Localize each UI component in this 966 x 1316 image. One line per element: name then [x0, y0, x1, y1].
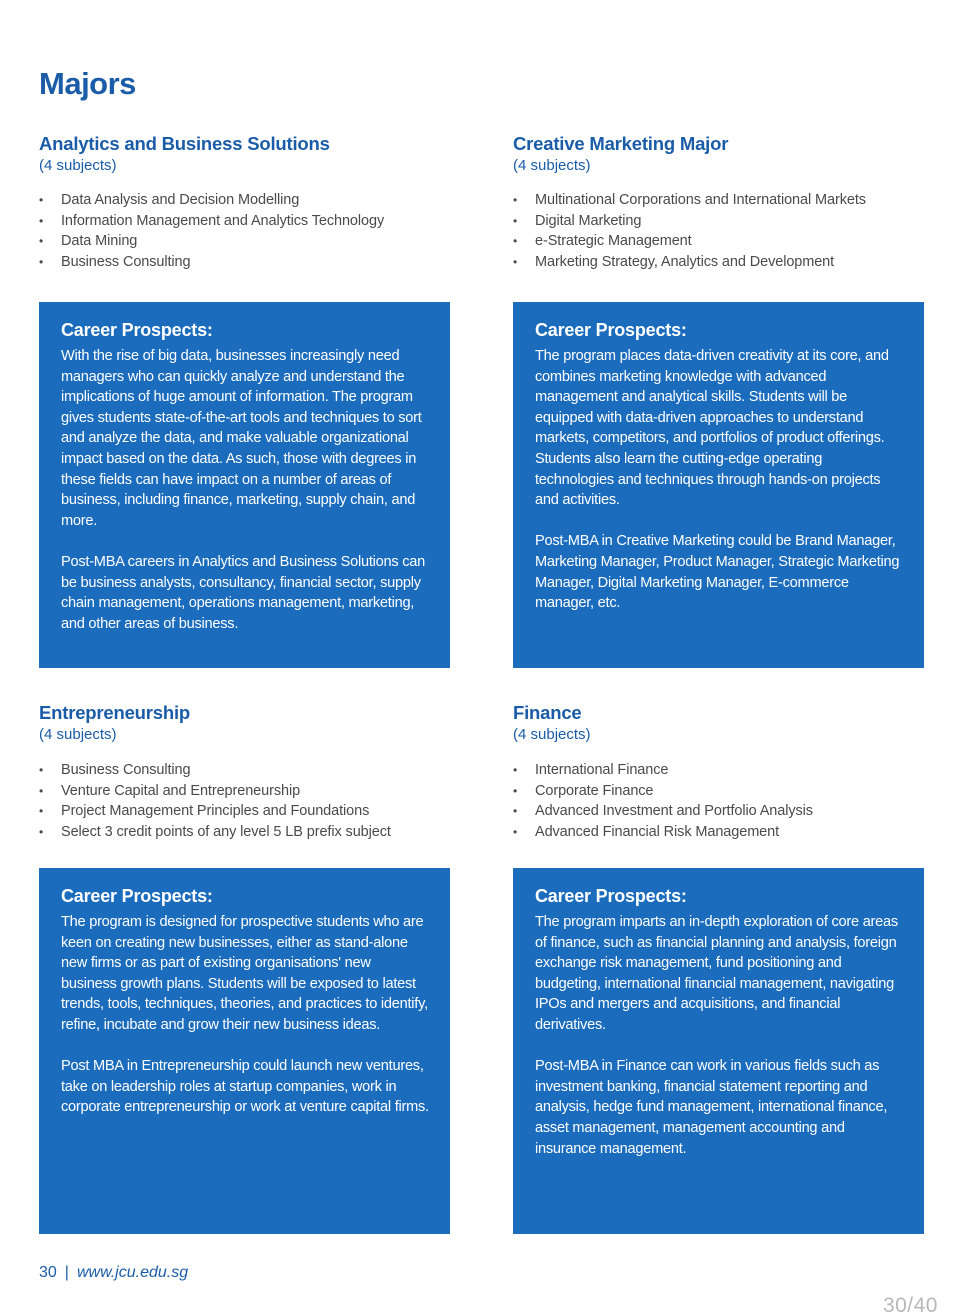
career-prospects-box: [513, 868, 924, 1234]
career-prospects-heading: Career Prospects:: [61, 886, 213, 906]
subject-label: Venture Capital and Entrepreneurship: [61, 782, 301, 799]
subject-label: Data Mining: [61, 233, 138, 250]
bullet-icon: •: [513, 213, 518, 228]
subject-item: [513, 781, 953, 802]
major-title: Analytics and Business Solutions: [39, 133, 330, 154]
subject-label: Business Consulting: [61, 762, 191, 778]
subject-list: [39, 760, 479, 842]
bullet-icon: •: [39, 804, 44, 819]
subject-item: [513, 822, 953, 843]
career-prospects-heading: Career Prospects:: [535, 320, 687, 340]
subject-label: International Finance: [535, 762, 669, 778]
subject-item: [513, 231, 953, 252]
subject-label: Advanced Financial Risk Management: [535, 823, 780, 840]
bullet-icon: •: [513, 824, 518, 839]
subject-list: [39, 190, 479, 272]
subject-label: Select 3 credit points of any level 5 LB prefix subject: [61, 823, 391, 840]
subject-label: Business Consulting: [61, 253, 191, 270]
bullet-icon: •: [513, 254, 518, 269]
bullet-icon: •: [39, 234, 44, 249]
major-title: Entrepreneurship: [39, 702, 190, 723]
career-paragraph: The program places data-driven creativity at its core, and combines marketing knowledge with advanced management and analytical skills. Students will be equipped with data-driven approaches to understand markets, competitors, and portfolios of product offerings. Students also learn the cutting-edge operating technologies and techniques through hands-on projects and activities.: [535, 348, 889, 509]
subject-item: [39, 822, 479, 843]
footer-page-number: 30: [39, 1264, 57, 1281]
subject-list: [513, 190, 953, 272]
major-subject-count: (4 subjects): [39, 726, 117, 743]
major-title: Finance: [513, 702, 582, 723]
bullet-icon: •: [39, 193, 44, 207]
career-prospects-heading: Career Prospects:: [61, 320, 213, 340]
career-paragraph: Post-MBA in Creative Marketing could be Brand Manager, Marketing Manager, Product Manager, Strategic Marketing Manager, Digital Marketing Manager, E-commerce manager, etc.: [535, 533, 900, 612]
subject-item: [513, 252, 953, 273]
major-header: [513, 701, 953, 745]
career-paragraph: Post-MBA careers in Analytics and Business Solutions can be business analysts, consultancy, financial sector, supply chain management, operations management, marketing, and other areas of business.: [61, 553, 426, 632]
subject-item: [39, 231, 479, 252]
bullet-icon: •: [39, 254, 44, 269]
major-header: [39, 701, 479, 745]
bullet-icon: •: [513, 763, 518, 777]
career-paragraph: The program imparts an in-depth exploration of core areas of finance, such as financial planning and analysis, foreign exchange risk management, fund positioning and budgeting, international financial management, navigating IPOs and mergers and acquisitions, and financial derivatives.: [535, 914, 898, 1033]
major-subject-count: (4 subjects): [513, 726, 591, 743]
major-subject-count: (4 subjects): [39, 157, 117, 174]
page-footer: [39, 1264, 188, 1282]
subject-item: [39, 801, 479, 822]
bullet-icon: •: [513, 783, 518, 798]
page-title: Majors: [39, 66, 136, 101]
career-prospects-box: [39, 868, 450, 1234]
career-paragraph: With the rise of big data, businesses increasingly need managers who can quickly analyze and understand the implications of huge amount of information. The program gives students state-of-the-art tools and techniques to sort and analyze the data, and make valuable organizational impact based on the data. As such, those with degrees in these fields can have impact on a number of areas of business, including finance, marketing, supply chain, and more.: [61, 348, 422, 529]
subject-label: Information Management and Analytics Technology: [61, 212, 385, 229]
career-prospects-box: [513, 302, 924, 668]
major-title: Creative Marketing Major: [513, 133, 729, 154]
subject-label: Advanced Investment and Portfolio Analysis: [535, 803, 813, 820]
career-prospects-heading: Career Prospects:: [535, 886, 687, 906]
subject-item: [39, 190, 479, 211]
bullet-icon: •: [39, 763, 44, 777]
subject-label: Marketing Strategy, Analytics and Development: [535, 253, 835, 270]
subject-item: [513, 760, 953, 781]
career-paragraph: The program is designed for prospective students who are keen on creating new businesses, either as stand-alone new firms or as part of existing organisations' new business growth plans. Students will be exposed to latest trends, tools, techniques, theories, and practices to identify, refine, incubate and grow their new business ideas.: [61, 914, 428, 1033]
subject-label: Corporate Finance: [535, 782, 654, 799]
bullet-icon: •: [513, 804, 518, 819]
subject-item: [513, 801, 953, 822]
subject-list: [513, 760, 953, 842]
viewer-page-counter: 30/40: [882, 1294, 938, 1316]
subject-label: Data Analysis and Decision Modelling: [61, 192, 300, 208]
bullet-icon: •: [39, 213, 44, 228]
footer-separator: |: [64, 1264, 69, 1281]
subject-item: [39, 781, 479, 802]
career-prospects-box: [39, 302, 450, 668]
career-paragraph: Post-MBA in Finance can work in various fields such as investment banking, financial statement reporting and analysis, hedge fund management, international finance, asset management, management accounting and insurance management.: [535, 1058, 888, 1157]
subject-item: [513, 190, 953, 211]
subject-item: [39, 211, 479, 232]
bullet-icon: •: [513, 193, 518, 207]
subject-label: Digital Marketing: [535, 212, 642, 229]
subject-label: e-Strategic Management: [535, 233, 692, 250]
bullet-icon: •: [39, 824, 44, 839]
subject-label: Multinational Corporations and International Markets: [535, 192, 866, 208]
subject-item: [513, 211, 953, 232]
subject-item: [39, 252, 479, 273]
footer-website-link[interactable]: www.jcu.edu.sg: [76, 1264, 189, 1281]
subject-label: Project Management Principles and Foundations: [61, 803, 370, 820]
major-header: [513, 132, 953, 176]
bullet-icon: •: [513, 234, 518, 249]
career-paragraph: Post MBA in Entrepreneurship could launch new ventures, take on leadership roles at startup companies, work in corporate entrepreneurship or work at venture capital firms.: [61, 1058, 429, 1116]
subject-item: [39, 760, 479, 781]
major-subject-count: (4 subjects): [513, 157, 591, 174]
major-header: [39, 132, 479, 176]
bullet-icon: •: [39, 783, 44, 798]
